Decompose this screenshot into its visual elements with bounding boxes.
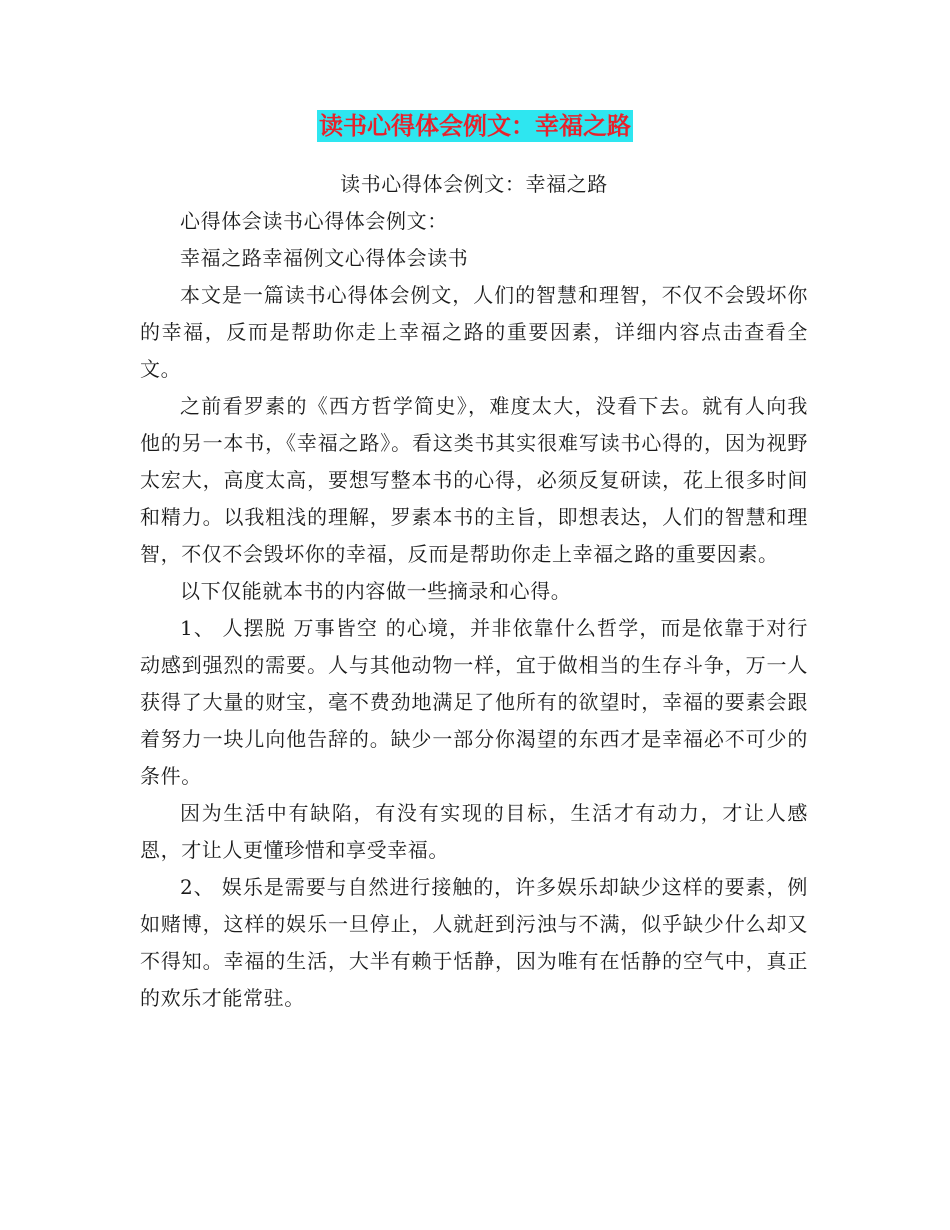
paragraph: 2、 娱乐是需要与自然进行接触的，许多娱乐却缺少这样的要素，例如赌博，这样的娱乐一旦停止，人就赶到污浊与不满，似乎缺少什么却又不得知。幸福的生活，大半有赖于恬静，因为唯有在恬静的空气中，真正的欢乐才能常驻。 [140, 875, 808, 1010]
document-subtitle: 读书心得体会例文：幸福之路 [340, 172, 608, 196]
document-title: 读书心得体会例文：幸福之路 [319, 112, 631, 140]
paragraph: 本文是一篇读书心得体会例文，人们的智慧和理智，不仅不会毁坏你的幸福，反而是帮助你走上幸福之路的重要因素，详细内容点击查看全文。 [140, 283, 808, 381]
paragraph: 因为生活中有缺陷，有没有实现的目标，生活才有动力，才让人感恩，才让人更懂珍惜和享受幸福。 [140, 801, 808, 862]
paragraph: 以下仅能就本书的内容做一些摘录和心得。 [180, 579, 572, 603]
title-container [0, 110, 950, 142]
document-body [140, 166, 808, 1017]
paragraph: 1、 人摆脱 万事皆空 的心境，并非依靠什么哲学，而是依靠于对行动感到强烈的需要。人与其他动物一样，宜于做相当的生存斗争，万一人获得了大量的财宝，毫不费劲地满足了他所有的欲望时，幸福的要素会跟着努力一块儿向他告辞的。缺少一部分你渴望的东西才是幸福必不可少的条件。 [140, 616, 808, 788]
paragraph: 之前看罗素的《西方哲学简史》，难度太大，没看下去。就有人向我他的另一本书，《幸福之路》。看这类书其实很难写读书心得的，因为视野太宏大，高度太高，要想写整本书的心得，必须反复研读，花上很多时间和精力。以我粗浅的理解，罗素本书的主旨，即想表达，人们的智慧和理智，不仅不会毁坏你的幸福，反而是帮助你走上幸福之路的重要因素。 [140, 394, 808, 566]
paragraph: 幸福之路幸福例文心得体会读书 [180, 246, 469, 270]
paragraph: 心得体会读书心得体会例文： [180, 209, 448, 233]
